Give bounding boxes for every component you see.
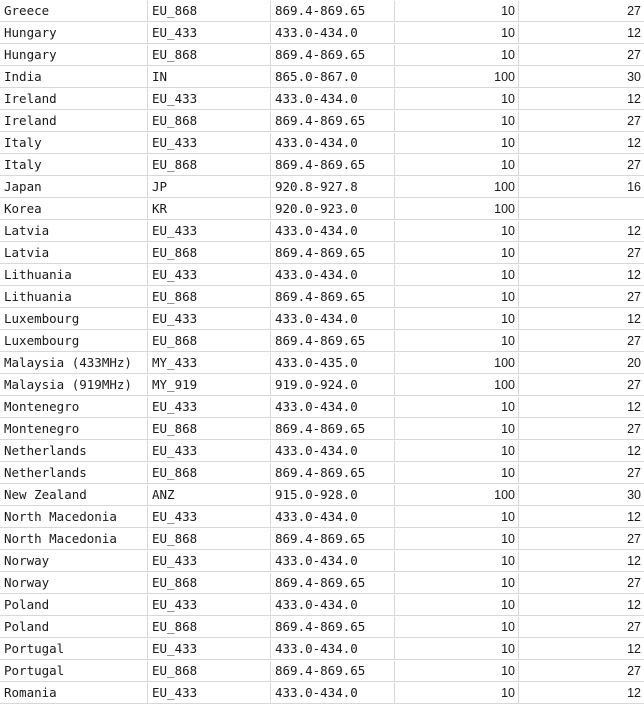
table-row: [0, 683, 644, 704]
cell-power[interactable]: 16: [627, 180, 641, 194]
cell-duty-cycle[interactable]: 10: [395, 265, 519, 285]
cell-country[interactable]: Greece: [0, 1, 148, 21]
cell-region[interactable]: JP: [148, 177, 271, 197]
cell-region[interactable]: EU_433: [148, 551, 271, 571]
cell-duty-cycle[interactable]: 10: [395, 617, 519, 637]
cell-frequency[interactable]: 869.4-869.65: [271, 661, 395, 681]
cell-duty-cycle[interactable]: 10: [395, 551, 519, 571]
cell-region[interactable]: EU_868: [148, 573, 271, 593]
cell-frequency[interactable]: 433.0-434.0: [271, 397, 395, 417]
table-row: [0, 507, 644, 528]
cell-frequency[interactable]: 869.4-869.65: [271, 1, 395, 21]
cell-frequency[interactable]: 920.0-923.0: [271, 199, 395, 219]
cell-region[interactable]: EU_868: [148, 45, 271, 65]
cell-region[interactable]: MY_919: [148, 375, 271, 395]
table-row: [0, 617, 644, 638]
cell-country[interactable]: Latvia: [0, 221, 148, 241]
cell-region[interactable]: EU_433: [148, 23, 271, 43]
cell-power[interactable]: 27: [627, 576, 641, 590]
cell-power[interactable]: 12: [627, 554, 641, 568]
cell-country[interactable]: Hungary: [0, 45, 148, 65]
cell-power[interactable]: 12: [627, 642, 641, 656]
cell-power[interactable]: 12: [627, 224, 641, 238]
cell-power[interactable]: 27: [627, 466, 641, 480]
cell-frequency[interactable]: 869.4-869.65: [271, 331, 395, 351]
cell-country[interactable]: Ireland: [0, 89, 148, 109]
table-row: [0, 177, 644, 198]
cell-frequency[interactable]: 920.8-927.8: [271, 177, 395, 197]
table-row: [0, 111, 644, 132]
cell-frequency[interactable]: 433.0-434.0: [271, 221, 395, 241]
cell-power[interactable]: 27: [627, 378, 641, 392]
cell-frequency[interactable]: 433.0-434.0: [271, 133, 395, 153]
cell-duty-cycle[interactable]: 10: [395, 1, 519, 21]
cell-region[interactable]: EU_868: [148, 111, 271, 131]
cell-region[interactable]: EU_433: [148, 397, 271, 417]
cell-frequency[interactable]: 433.0-434.0: [271, 23, 395, 43]
cell-region[interactable]: MY_433: [148, 353, 271, 373]
table-row: [0, 661, 644, 682]
cell-frequency[interactable]: 433.0-434.0: [271, 639, 395, 659]
cell-region[interactable]: EU_433: [148, 89, 271, 109]
table-row: [0, 199, 644, 220]
cell-frequency[interactable]: 433.0-435.0: [271, 353, 395, 373]
cell-power[interactable]: 27: [627, 48, 641, 62]
cell-frequency[interactable]: 919.0-924.0: [271, 375, 395, 395]
cell-power[interactable]: 12: [627, 400, 641, 414]
cell-duty-cycle[interactable]: 100: [395, 485, 519, 505]
cell-duty-cycle[interactable]: 10: [395, 529, 519, 549]
cell-frequency[interactable]: 433.0-434.0: [271, 683, 395, 703]
cell-country[interactable]: Ireland: [0, 111, 148, 131]
table-row: [0, 441, 644, 462]
cell-country[interactable]: Luxembourg: [0, 309, 148, 329]
cell-region[interactable]: EU_433: [148, 309, 271, 329]
cell-frequency[interactable]: 865.0-867.0: [271, 67, 395, 87]
cell-power[interactable]: 27: [627, 532, 641, 546]
cell-power[interactable]: 27: [627, 334, 641, 348]
cell-country[interactable]: North Macedonia: [0, 529, 148, 549]
cell-region[interactable]: EU_433: [148, 683, 271, 703]
cell-duty-cycle[interactable]: 10: [395, 243, 519, 263]
cell-power[interactable]: 12: [627, 444, 641, 458]
cell-region[interactable]: EU_433: [148, 595, 271, 615]
cell-country[interactable]: Netherlands: [0, 463, 148, 483]
cell-power[interactable]: 12: [627, 686, 641, 700]
cell-region[interactable]: EU_868: [148, 155, 271, 175]
cell-country[interactable]: Lithuania: [0, 265, 148, 285]
cell-frequency[interactable]: 869.4-869.65: [271, 529, 395, 549]
cell-duty-cycle[interactable]: 10: [395, 419, 519, 439]
cell-duty-cycle[interactable]: 100: [395, 353, 519, 373]
cell-duty-cycle[interactable]: 100: [395, 375, 519, 395]
cell-frequency[interactable]: 869.4-869.65: [271, 463, 395, 483]
cell-power[interactable]: [519, 199, 644, 219]
table-row: [0, 89, 644, 110]
table-row: [0, 309, 644, 330]
table-row: [0, 265, 644, 286]
cell-region[interactable]: EU_868: [148, 1, 271, 21]
cell-country[interactable]: Poland: [0, 595, 148, 615]
cell-duty-cycle[interactable]: 10: [395, 155, 519, 175]
cell-duty-cycle[interactable]: 10: [395, 309, 519, 329]
table-row: [0, 375, 644, 396]
cell-region[interactable]: EU_433: [148, 133, 271, 153]
cell-country[interactable]: Norway: [0, 551, 148, 571]
cell-country[interactable]: Italy: [0, 155, 148, 175]
cell-duty-cycle[interactable]: 10: [395, 573, 519, 593]
cell-duty-cycle[interactable]: 10: [395, 463, 519, 483]
table-row: [0, 67, 644, 88]
cell-power[interactable]: 27: [627, 114, 641, 128]
cell-region[interactable]: EU_433: [148, 265, 271, 285]
cell-duty-cycle[interactable]: 10: [395, 23, 519, 43]
table-row: [0, 639, 644, 660]
cell-country[interactable]: Malaysia (433MHz): [0, 353, 148, 373]
cell-power[interactable]: 27: [627, 246, 641, 260]
cell-region[interactable]: EU_433: [148, 507, 271, 527]
cell-frequency[interactable]: 869.4-869.65: [271, 111, 395, 131]
cell-duty-cycle[interactable]: 10: [395, 111, 519, 131]
cell-duty-cycle[interactable]: 10: [395, 89, 519, 109]
cell-duty-cycle[interactable]: 100: [395, 67, 519, 87]
cell-country[interactable]: Japan: [0, 177, 148, 197]
cell-duty-cycle[interactable]: 10: [395, 683, 519, 703]
cell-country[interactable]: Netherlands: [0, 441, 148, 461]
cell-power[interactable]: 27: [627, 158, 641, 172]
cell-duty-cycle[interactable]: 10: [395, 661, 519, 681]
cell-power[interactable]: 27: [627, 290, 641, 304]
cell-country[interactable]: India: [0, 67, 148, 87]
cell-frequency[interactable]: 915.0-928.0: [271, 485, 395, 505]
table-row: [0, 463, 644, 484]
cell-region[interactable]: EU_868: [148, 287, 271, 307]
table-row: [0, 595, 644, 616]
table-row: [0, 45, 644, 66]
cell-country[interactable]: New Zealand: [0, 485, 148, 505]
cell-duty-cycle[interactable]: 10: [395, 441, 519, 461]
cell-duty-cycle[interactable]: 10: [395, 639, 519, 659]
cell-region[interactable]: EU_868: [148, 529, 271, 549]
cell-frequency[interactable]: 433.0-434.0: [271, 595, 395, 615]
table-row: [0, 221, 644, 242]
cell-power[interactable]: 20: [627, 356, 641, 370]
cell-country[interactable]: Lithuania: [0, 287, 148, 307]
cell-power[interactable]: 12: [627, 510, 641, 524]
cell-frequency[interactable]: 869.4-869.65: [271, 419, 395, 439]
cell-power[interactable]: 12: [627, 26, 641, 40]
cell-frequency[interactable]: 869.4-869.65: [271, 573, 395, 593]
cell-frequency[interactable]: 869.4-869.65: [271, 617, 395, 637]
cell-duty-cycle[interactable]: 10: [395, 397, 519, 417]
cell-frequency[interactable]: 433.0-434.0: [271, 551, 395, 571]
cell-duty-cycle[interactable]: 10: [395, 45, 519, 65]
cell-country[interactable]: Romania: [0, 683, 148, 703]
cell-frequency[interactable]: 433.0-434.0: [271, 507, 395, 527]
cell-duty-cycle[interactable]: 10: [395, 287, 519, 307]
cell-duty-cycle[interactable]: 100: [395, 199, 519, 219]
cell-country[interactable]: Montenegro: [0, 397, 148, 417]
table-row: [0, 331, 644, 352]
cell-region[interactable]: EU_433: [148, 221, 271, 241]
cell-power[interactable]: 27: [627, 422, 641, 436]
cell-duty-cycle[interactable]: 10: [395, 133, 519, 153]
cell-power[interactable]: 27: [627, 620, 641, 634]
cell-frequency[interactable]: 433.0-434.0: [271, 265, 395, 285]
cell-frequency[interactable]: 433.0-434.0: [271, 309, 395, 329]
cell-region[interactable]: EU_868: [148, 419, 271, 439]
cell-frequency[interactable]: 433.0-434.0: [271, 89, 395, 109]
cell-frequency[interactable]: 433.0-434.0: [271, 441, 395, 461]
cell-country[interactable]: Poland: [0, 617, 148, 637]
cell-power[interactable]: 27: [627, 4, 641, 18]
cell-region[interactable]: EU_868: [148, 243, 271, 263]
cell-power[interactable]: 27: [627, 664, 641, 678]
cell-frequency[interactable]: 869.4-869.65: [271, 45, 395, 65]
table-row: [0, 1, 644, 22]
cell-country[interactable]: Portugal: [0, 639, 148, 659]
cell-duty-cycle[interactable]: 10: [395, 595, 519, 615]
cell-country[interactable]: Luxembourg: [0, 331, 148, 351]
cell-power[interactable]: 12: [627, 312, 641, 326]
cell-country[interactable]: Hungary: [0, 23, 148, 43]
cell-power[interactable]: 12: [627, 268, 641, 282]
cell-country[interactable]: Montenegro: [0, 419, 148, 439]
table-row: [0, 23, 644, 44]
cell-duty-cycle[interactable]: 10: [395, 507, 519, 527]
cell-region[interactable]: EU_868: [148, 661, 271, 681]
cell-power[interactable]: 30: [627, 70, 641, 84]
cell-country[interactable]: Korea: [0, 199, 148, 219]
cell-frequency[interactable]: 869.4-869.65: [271, 287, 395, 307]
cell-region[interactable]: KR: [148, 199, 271, 219]
cell-region[interactable]: EU_868: [148, 331, 271, 351]
table-row: [0, 353, 644, 374]
table-row: [0, 397, 644, 418]
cell-frequency[interactable]: 869.4-869.65: [271, 155, 395, 175]
table-row: [0, 243, 644, 264]
cell-region[interactable]: ANZ: [148, 485, 271, 505]
table-row: [0, 133, 644, 154]
table-row: [0, 287, 644, 308]
cell-region[interactable]: IN: [148, 67, 271, 87]
cell-region[interactable]: EU_433: [148, 441, 271, 461]
cell-country[interactable]: Latvia: [0, 243, 148, 263]
cell-power[interactable]: 12: [627, 92, 641, 106]
cell-power[interactable]: 12: [627, 598, 641, 612]
cell-power[interactable]: 30: [627, 488, 641, 502]
cell-country[interactable]: North Macedonia: [0, 507, 148, 527]
cell-duty-cycle[interactable]: 10: [395, 221, 519, 241]
cell-country[interactable]: Norway: [0, 573, 148, 593]
cell-country[interactable]: Portugal: [0, 661, 148, 681]
cell-region[interactable]: EU_868: [148, 617, 271, 637]
cell-duty-cycle[interactable]: 10: [395, 331, 519, 351]
cell-frequency[interactable]: 869.4-869.65: [271, 243, 395, 263]
table-row: [0, 485, 644, 506]
table-row: [0, 573, 644, 594]
table-row: [0, 419, 644, 440]
table-row: [0, 155, 644, 176]
cell-country[interactable]: Malaysia (919MHz): [0, 375, 148, 395]
table-row: [0, 551, 644, 572]
cell-power[interactable]: 12: [627, 136, 641, 150]
cell-country[interactable]: Italy: [0, 133, 148, 153]
cell-region[interactable]: EU_868: [148, 463, 271, 483]
cell-region[interactable]: EU_433: [148, 639, 271, 659]
table-row: [0, 529, 644, 550]
cell-duty-cycle[interactable]: 100: [395, 177, 519, 197]
